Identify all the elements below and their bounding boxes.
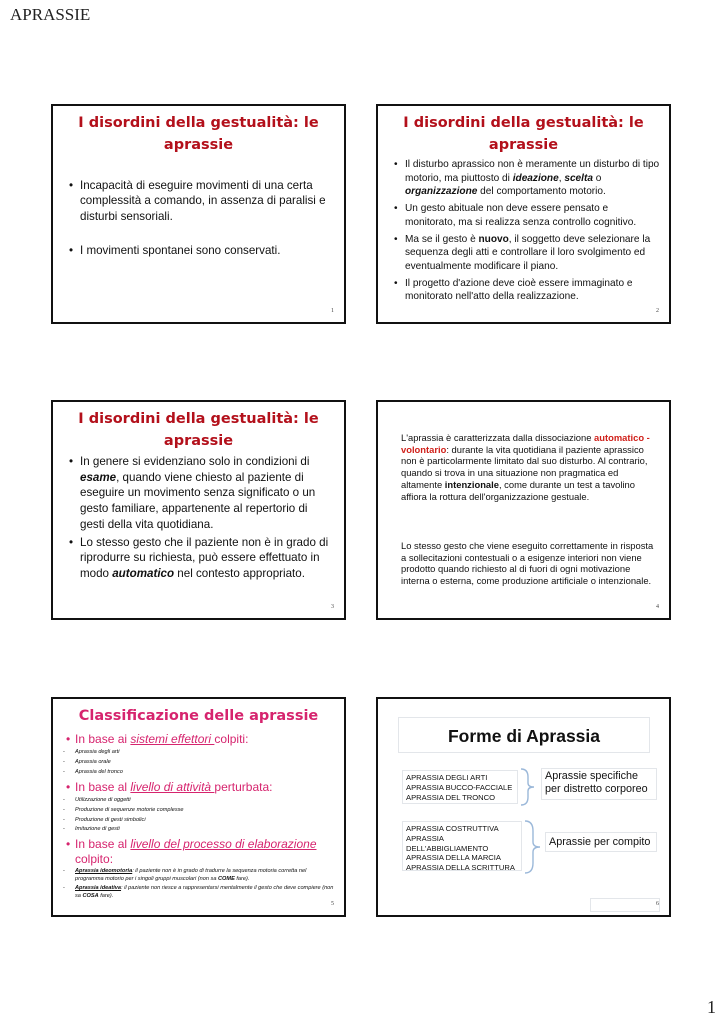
text: nel contesto appropriato. [174, 566, 305, 580]
group-items [75, 868, 336, 900]
list-item: DELL'ABBIGLIAMENTO [406, 843, 489, 853]
emphasis: nuovo [478, 233, 509, 245]
slide-4-paragraph-2: Lo stesso gesto che viene eseguito correttamente in risposta a sollecitazioni contestuali o a esigenze interiori non viene prodotto quando richiesto al di fuori di ogni motivazione interna o esterna, come produzione artificiale o intenzionale. [401, 540, 654, 587]
list-item: - Produzione di sequenze motorie complesse [75, 806, 336, 816]
text: , il soggetto deve selezionare la sequenza degli atti e controllare il loro svolgimento ed eventualmente modificare il piano. [405, 233, 651, 272]
emphasis: organizzazione [405, 186, 478, 198]
emphasis: intenzionale [444, 478, 499, 490]
text: L'aprassia è caratterizzata dalla dissociazione [401, 432, 595, 443]
text: In base ai [75, 732, 131, 746]
text: In base al [75, 780, 131, 794]
slide-number: 1 [331, 308, 334, 314]
underlined-term: sistemi effettori [130, 732, 215, 746]
list-item: APRASSIA [406, 833, 444, 843]
slide-1 [51, 104, 346, 324]
list-item: APRASSIA COSTRUTTIVA [406, 824, 499, 833]
list-item: - Aprassia orale [75, 758, 336, 768]
page-number: 1 [707, 997, 716, 1017]
list-item: - Aprassia degli arti [75, 748, 336, 758]
text: colpiti: [214, 732, 249, 746]
slide-4 [376, 400, 671, 620]
slide-3-bullets [80, 454, 334, 582]
slide-1-title: I disordini della gestualità: le aprassie [78, 115, 319, 153]
emphasis: ideazione [512, 172, 559, 184]
slide-3 [51, 400, 346, 620]
slide-2-bullets [405, 158, 661, 304]
slide-number: 2 [656, 308, 659, 314]
emphasis: scelta [564, 172, 593, 184]
list-item: APRASSIA DEL TRONCO [406, 792, 496, 802]
bullet [80, 454, 334, 533]
text: Ma se il gesto è [405, 233, 479, 245]
slide-6-title: Forme di Aprassia [398, 717, 650, 753]
emphasis: COME [218, 875, 235, 882]
list-item: APRASSIA DELLA SCRITTURA [406, 863, 515, 873]
underlined-term: livello del processo di elaborazione [130, 837, 317, 851]
slide-number: 3 [331, 604, 334, 610]
text: , quando viene chiesto al paziente di eseguire un movimento senza significato o un gesto familiare, appartenente al repertorio di gesti della vita quotidiana. [80, 470, 316, 531]
brace-1 [519, 767, 537, 807]
slide-2-title: I disordini della gestualità: le aprassie [403, 115, 644, 153]
slide-5 [51, 697, 346, 917]
slide-6 [376, 697, 671, 917]
text: : il paziente non è in grado di tradurre la sequenza motoria corretta nel programma motorio per i singoli gruppi muscolari (non sa [75, 868, 307, 882]
list-item: - Imitazione di gesti [75, 825, 336, 835]
slide-5-title: Classificazione delle aprassie [78, 708, 319, 724]
list-item: APRASSIA BUCCO-FACCIALE [406, 782, 513, 792]
text: o [592, 172, 602, 184]
term: Aprassia ideomotoria [75, 868, 133, 874]
emphasis: automatico [112, 566, 175, 580]
slide-number: 4 [656, 604, 659, 610]
text: perturbata: [214, 780, 273, 794]
bullet: • I movimenti spontanei sono conservati. [80, 243, 330, 258]
text: : durante la vita quotidiana il paziente aprassico non è particolarmente limitato dal suo disturbo. Al contrario, quando si trova in una situazione non pragmatica ed altamente [401, 443, 648, 490]
bullet: • Incapacità di eseguire movimenti di una certa complessità a comando, in assenza di paralisi e disturbi sensoriali. [80, 178, 330, 224]
brace-2 [523, 819, 543, 875]
group-heading [75, 780, 336, 795]
text: , [558, 172, 565, 184]
slide-3-title: I disordini della gestualità: le aprassie [78, 411, 319, 449]
group-heading [75, 732, 336, 747]
list-item: - Utilizzazione di oggetti [75, 796, 336, 806]
bullet [80, 535, 334, 582]
text: del comportamento motorio. [477, 186, 606, 198]
text: fare). [234, 875, 250, 882]
slide-2 [376, 104, 671, 324]
text: fare). [98, 892, 114, 899]
page-header: APRASSIE [10, 5, 91, 24]
text: In genere si evidenziano solo in condizioni di [80, 455, 310, 468]
list-item [75, 885, 336, 900]
list-item: APRASSIA DELLA MARCIA [406, 853, 501, 863]
task-apraxia-label: Aprassie per compito [545, 832, 657, 852]
text: , come durante un test a tavolino affiora la rottura dell'organizzazione gestuale. [401, 478, 635, 502]
list-item: - Aprassia del tronco [75, 768, 336, 778]
bullet: • Un gesto abituale non deve essere pensato e monitorato, ma si realizza senza controllo cognitivo. [405, 202, 661, 229]
classification-group-3 [75, 837, 336, 900]
slide-number: 6 [656, 901, 659, 907]
list-item: - Produzione di gesti simbolici [75, 816, 336, 826]
classification-group-2 [75, 780, 336, 835]
emphasis: esame [80, 470, 117, 484]
group-items [75, 796, 336, 835]
underlined-term: livello di attività [130, 780, 215, 794]
slide-1-bullets [80, 178, 330, 258]
text: : il paziente non riesce a rappresentarsi mentalmente il gesto che deve compiere (non sa [75, 885, 334, 899]
slide-number: 5 [331, 901, 334, 907]
group-heading [75, 837, 336, 867]
bullet [405, 233, 661, 274]
specific-apraxia-label: Aprassie specifiche per distretto corporeo [541, 768, 657, 800]
classification-group-1 [75, 732, 336, 777]
slide-4-paragraph-1 [401, 432, 655, 502]
group-items [75, 748, 336, 777]
footer-box [590, 898, 660, 912]
list-item [75, 868, 336, 883]
list-item: APRASSIA DEGLI ARTI [406, 773, 488, 782]
text: Lo stesso gesto che il paziente non è in grado di riprodurre su richiesta, può essere effettuato in modo [80, 535, 329, 580]
text: Il disturbo aprassico non è meramente un disturbo di tipo motorio, ma piuttosto di [405, 159, 660, 184]
text: colpito: [75, 852, 114, 866]
emphasis: COSA [82, 892, 99, 899]
highlight: automatico - volontario [401, 432, 650, 455]
text: In base al [75, 837, 131, 851]
term: Aprassia ideativa [75, 885, 122, 892]
bullet [405, 158, 661, 199]
body-district-apraxia-list [402, 770, 518, 804]
bullet: • Il progetto d'azione deve cioè essere immaginato e monitorato nell'atto della realizzazione. [405, 277, 661, 304]
task-apraxia-list [402, 821, 522, 871]
